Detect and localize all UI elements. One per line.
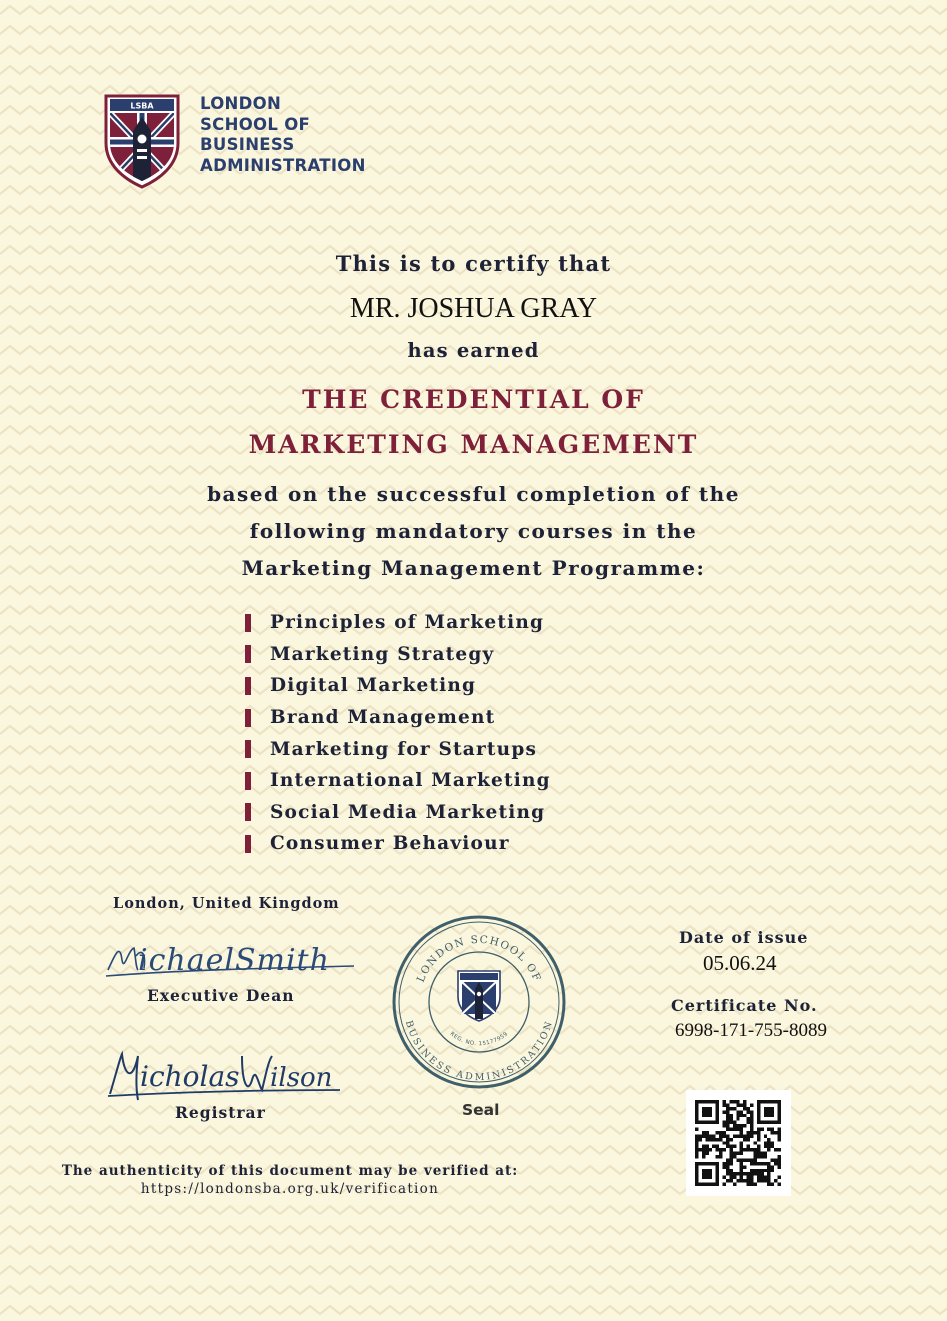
recipient-name: MR. JOSHUA GRAY [349, 293, 598, 324]
school-crest-logo [103, 93, 181, 189]
course-label: Marketing Strategy [270, 643, 495, 665]
school-name-line: LONDON [200, 94, 282, 113]
course-label: International Marketing [270, 770, 551, 792]
date-of-issue-label: Date of issue [679, 928, 809, 947]
qr-code[interactable] [686, 1090, 791, 1196]
seal-label: Seal [462, 1101, 500, 1119]
dean-signature [102, 930, 362, 986]
course-list [245, 607, 551, 860]
has-earned-text: has earned [407, 339, 540, 362]
svg-text:ichaelSmith: ichaelSmith [138, 943, 330, 978]
bullet-mark [245, 709, 251, 727]
bullet-mark [245, 614, 251, 632]
school-name-line: SCHOOL OF [200, 114, 311, 134]
seal-registration-text: REG. NO. 15177959 [448, 1031, 510, 1048]
verification-url-link[interactable]: https://londonsba.org.uk/verification [140, 1181, 440, 1197]
credential-title-line: THE CREDENTIAL OF [302, 385, 645, 414]
school-seal [390, 913, 568, 1091]
course-item [245, 670, 551, 702]
course-label: Principles of Marketing [270, 612, 545, 634]
seal-top-text: LONDON SCHOOL OF [414, 933, 544, 985]
bullet-mark [245, 835, 251, 853]
dean-title: Executive Dean [147, 986, 295, 1005]
course-item [245, 828, 551, 860]
certificate-number-label: Certificate No. [671, 996, 818, 1015]
svg-text:BUSINESS ADMINISTRATION [403, 1019, 555, 1083]
course-item [245, 702, 551, 734]
course-item [245, 733, 551, 765]
course-item [245, 797, 551, 829]
svg-text:ilson: ilson [270, 1063, 333, 1093]
certificate-number-value: 6998-171-755-8089 [675, 1020, 827, 1041]
bullet-mark [245, 677, 251, 695]
date-of-issue-value: 05.06.24 [703, 951, 777, 975]
basis-text-line: following mandatory courses in the [249, 519, 698, 543]
qr-code-icon [695, 1100, 781, 1186]
svg-text:REG. NO. 15177959 [449, 1031, 510, 1047]
course-label: Digital Marketing [270, 675, 477, 697]
course-label: Consumer Behaviour [270, 833, 510, 855]
course-label: Marketing for Startups [270, 738, 538, 760]
registrar-title: Registrar [175, 1103, 266, 1122]
registrar-signature [102, 1044, 347, 1110]
course-item [245, 607, 551, 639]
credential-title-line: MARKETING MANAGEMENT [248, 430, 699, 459]
school-name-line: ADMINISTRATION [200, 155, 366, 175]
basis-text-line: based on the successful completion of the [207, 482, 740, 506]
course-item [245, 765, 551, 797]
seal-bottom-text: BUSINESS ADMINISTRATION [402, 1019, 556, 1084]
school-name [200, 94, 400, 176]
basis-text-line: Marketing Management Programme: [241, 556, 706, 580]
certify-intro: This is to certify that [335, 251, 612, 276]
bullet-mark [245, 740, 251, 758]
svg-text:icholas: icholas [140, 1060, 240, 1093]
course-label: Social Media Marketing [270, 801, 546, 823]
school-name-line: BUSINESS [200, 135, 295, 154]
bullet-mark [245, 803, 251, 821]
issue-location: London, United Kingdom [113, 895, 340, 912]
bullet-mark [245, 645, 251, 663]
bullet-mark [245, 772, 251, 790]
verification-note: The authenticity of this document may be verified at: [61, 1163, 519, 1179]
crest-initials: LSBA [130, 101, 154, 111]
course-label: Brand Management [270, 707, 496, 729]
course-item [245, 639, 551, 671]
